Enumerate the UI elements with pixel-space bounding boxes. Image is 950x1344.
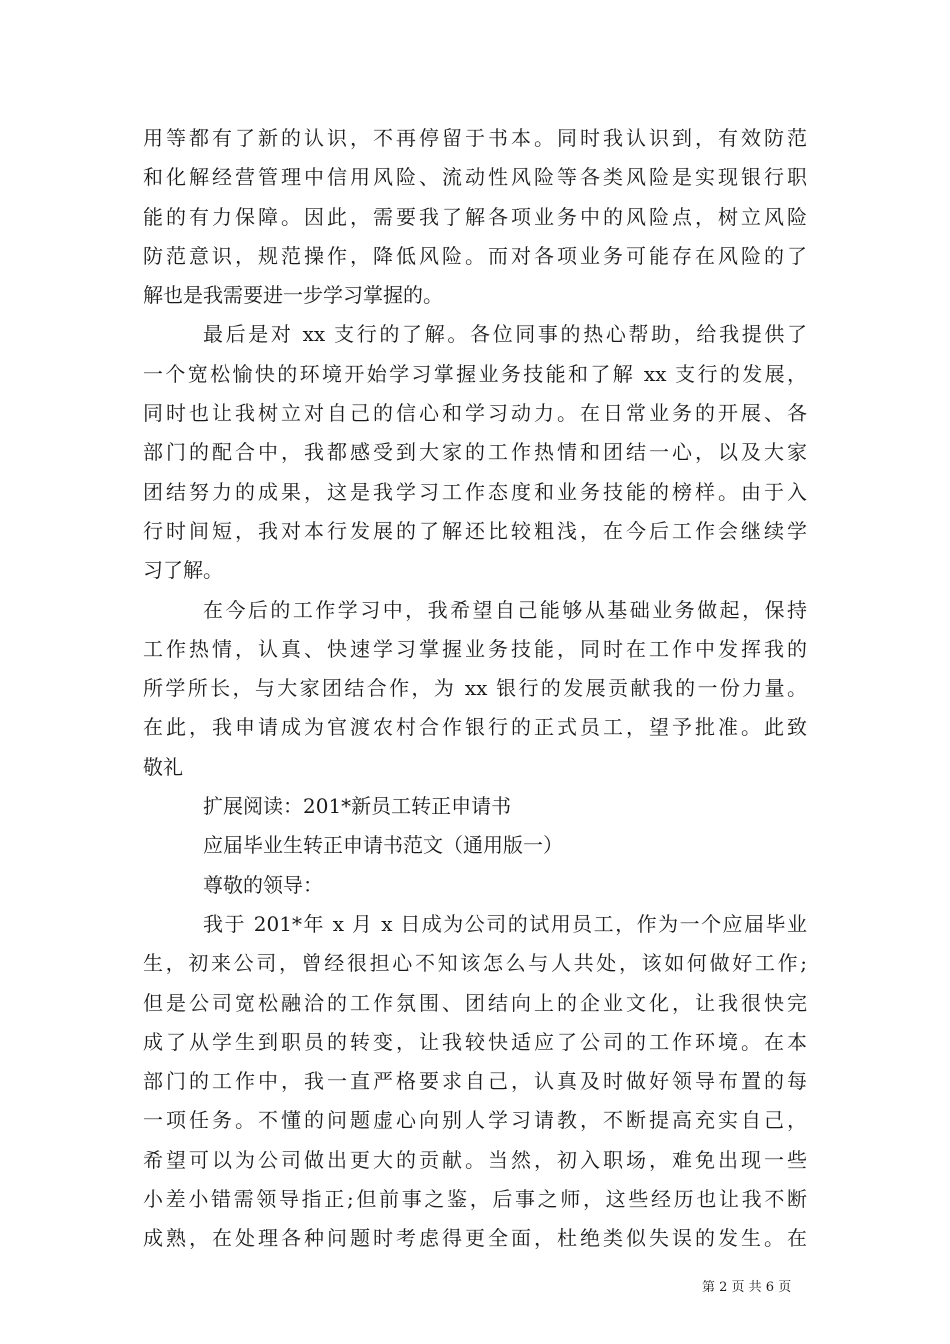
text-line: 解也是我需要进一步学习掌握的。 — [143, 283, 443, 308]
text-line: 但是公司宽松融洽的工作氛围、团结向上的企业文化，让我很快完 — [143, 990, 807, 1015]
text-line: 成熟，在处理各种问题时考虑得更全面，杜绝类似失误的发生。在 — [143, 1226, 807, 1251]
page-indicator: 第 2 页 共 6 页 — [702, 1280, 792, 1295]
text-line: 行时间短，我对本行发展的了解还比较粗浅，在今后工作会继续学 — [143, 518, 807, 543]
text-line: 防范意识，规范操作，降低风险。而对各项业务可能存在风险的了 — [143, 243, 807, 268]
text-line: 部门的工作中，我一直严格要求自己，认真及时做好领导布置的每 — [143, 1069, 807, 1094]
text-line: 生，初来公司，曾经很担心不知该怎么与人共处，该如何做好工作; — [143, 951, 807, 976]
text-line: 团结努力的成果，这是我学习工作态度和业务技能的榜样。由于入 — [143, 479, 807, 504]
text-line: 希望可以为公司做出更大的贡献。当然，初入职场，难免出现一些 — [143, 1147, 807, 1172]
extended-reading-line: 扩展阅读：201*新员工转正申请书 — [203, 794, 512, 819]
text-line: 小差小错需领导指正;但前事之鉴，后事之师，这些经历也让我不断 — [143, 1187, 807, 1212]
text-line: 一个宽松愉快的环境开始学习掌握业务技能和了解 xx 支行的发展， — [143, 361, 807, 386]
text-line: 所学所长，与大家团结合作，为 xx 银行的发展贡献我的一份力量。 — [143, 676, 807, 701]
text-line: 一项任务。不懂的问题虚心向别人学习请教，不断提高充实自己， — [143, 1108, 807, 1133]
paragraph-start-line: 最后是对 xx 支行的了解。各位同事的热心帮助，给我提供了 — [203, 322, 807, 347]
text-line: 和化解经营管理中信用风险、流动性风险等各类风险是实现银行职 — [143, 165, 807, 190]
text-line: 同时也让我树立对自己的信心和学习动力。在日常业务的开展、各 — [143, 401, 807, 426]
text-line: 成了从学生到职员的转变，让我较快适应了公司的工作环境。在本 — [143, 1029, 807, 1054]
text-line: 在此，我申请成为官渡农村合作银行的正式员工，望予批准。此致 — [143, 715, 807, 740]
text-line: 习了解。 — [143, 558, 223, 583]
text-line: 敬礼 — [143, 754, 183, 779]
salutation-line: 尊敬的领导： — [203, 872, 323, 897]
text-line: 部门的配合中，我都感受到大家的工作热情和团结一心，以及大家 — [143, 440, 807, 465]
text-line: 用等都有了新的认识，不再停留于书本。同时我认识到，有效防范 — [143, 126, 807, 150]
text-line: 工作热情，认真、快速学习掌握业务技能，同时在工作中发挥我的 — [143, 636, 807, 661]
document-body — [143, 119, 807, 1259]
sample-title-line: 应届毕业生转正申请书范文（通用版一） — [203, 833, 563, 858]
text-line: 能的有力保障。因此，需要我了解各项业务中的风险点，树立风险 — [143, 204, 807, 229]
paragraph-start-line: 我于 201*年 x 月 x 日成为公司的试用员工，作为一个应届毕业 — [203, 911, 807, 936]
paragraph-start-line: 在今后的工作学习中，我希望自己能够从基础业务做起，保持 — [203, 597, 807, 622]
